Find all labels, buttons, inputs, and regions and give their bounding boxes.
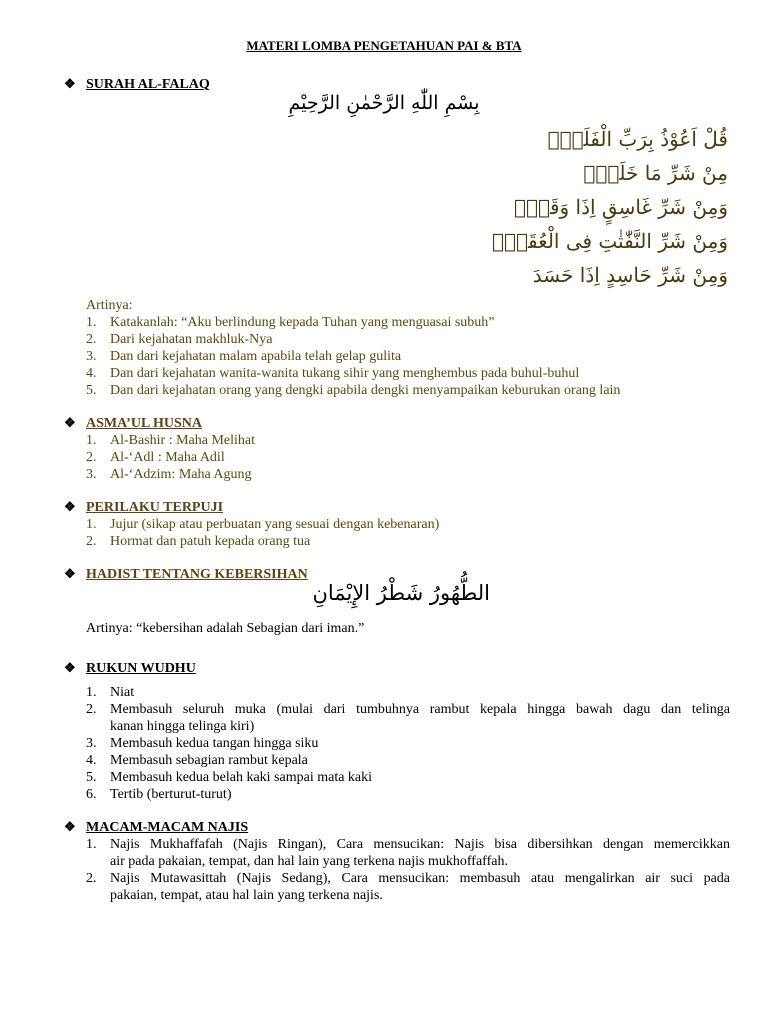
list-number: 1. <box>86 837 97 852</box>
section-heading-asmaul-husna: ❖ ASMA’UL HUSNA <box>64 415 203 431</box>
list-number: 3. <box>86 349 97 364</box>
list-item: Al-‘Adl : Maha Adil <box>110 450 225 465</box>
section-heading-hadist-kebersihan: ❖ HADIST TENTANG KEBERSIHAN <box>64 566 308 582</box>
diamond-bullet-icon: ❖ <box>64 499 76 514</box>
section-heading-rukun-wudhu: ❖ RUKUN WUDHU <box>64 660 196 676</box>
hadist-artinya: Artinya: “kebersihan adalah Sebagian dari iman.” <box>86 621 365 636</box>
list-number: 2. <box>86 871 97 886</box>
list-item: Al-‘Adzim: Maha Agung <box>110 467 252 482</box>
verse-3: وَمِنْ شَرِّ غَاسِقٍ اِذَا وَقَبَۙ <box>513 195 728 219</box>
document-title: MATERI LOMBA PENGETAHUAN PAI & BTA <box>246 38 522 53</box>
diamond-bullet-icon: ❖ <box>64 660 76 675</box>
list-number: 1. <box>86 433 97 448</box>
list-item: Membasuh kedua tangan hingga siku <box>110 736 319 751</box>
verse-4: وَمِنْ شَرِّ النَّفّٰثٰتِ فِى الْعُقَدِۙ <box>492 229 728 253</box>
diamond-bullet-icon: ❖ <box>64 819 76 834</box>
list-item: Jujur (sikap atau perbuatan yang sesuai dengan kebenaran) <box>110 517 440 532</box>
list-number: 1. <box>86 315 97 330</box>
list-item: Dan dari kejahatan malam apabila telah gelap gulita <box>110 349 402 364</box>
list-number: 2. <box>86 332 97 347</box>
list-item: Katakanlah: “Aku berlindung kepada Tuhan yang menguasai subuh” <box>110 315 495 330</box>
list-item: Dari kejahatan makhluk-Nya <box>110 332 273 347</box>
list-number: 3. <box>86 467 97 482</box>
list-item: Hormat dan patuh kepada orang tua <box>110 534 311 549</box>
diamond-bullet-icon: ❖ <box>64 76 76 91</box>
basmalah: بِسْمِ اللّٰهِ الرَّحْمٰنِ الرَّحِيْمِ <box>288 92 480 114</box>
list-item: Membasuh kedua belah kaki sampai mata kaki <box>110 770 373 785</box>
list-item-continuation: pakaian, tempat, atau hal lain yang terkena najis. <box>110 888 383 903</box>
list-number: 2. <box>86 450 97 465</box>
list-number: 5. <box>86 770 97 785</box>
list-item-continuation: kanan hingga telinga kiri) <box>110 719 255 734</box>
list-number: 2. <box>86 702 97 717</box>
list-number: 3. <box>86 736 97 751</box>
list-item-continuation: air pada pakaian, tempat, dan hal lain yang terkena najis mukhoffaffah. <box>110 854 508 869</box>
verse-1: قُلْ اَعُوْذُ بِرَبِّ الْفَلَقِۙ <box>547 127 728 151</box>
diamond-bullet-icon: ❖ <box>64 415 76 430</box>
list-item: Membasuh sebagian rambut kepala <box>110 753 308 768</box>
hadist-arabic: الطُّهُورُ شَطْرُ الإِيْمَانِ <box>312 581 490 605</box>
section-heading-macam-najis: ❖ MACAM-MACAM NAJIS <box>64 819 249 835</box>
list-item: Membasuh seluruh muka (mulai dari tumbuhnya rambut kepala hingga bawah dagu dan telinga <box>110 702 730 717</box>
verse-5: وَمِنْ شَرِّ حَاسِدٍ اِذَا حَسَدَ <box>532 263 728 287</box>
section-heading-surah-al-falaq: ❖ SURAH AL-FALAQ <box>64 76 210 92</box>
list-item: Tertib (berturut-turut) <box>110 787 232 802</box>
list-item: Niat <box>110 685 135 700</box>
list-item: Al-Bashir : Maha Melihat <box>110 433 256 448</box>
list-number: 2. <box>86 534 97 549</box>
artinya-label: Artinya: <box>86 298 133 313</box>
list-item: Najis Mutawasittah (Najis Sedang), Cara mensucikan: membasuh atau mengalirkan air suci pada <box>110 871 730 886</box>
list-number: 1. <box>86 517 97 532</box>
list-item: Najis Mukhaffafah (Najis Ringan), Cara mensucikan: Najis bisa dibersihkan dengan memercikkan <box>110 837 730 852</box>
list-item: Dan dari kejahatan wanita-wanita tukang sihir yang menghembus pada buhul-buhul <box>110 366 580 381</box>
list-number: 4. <box>86 366 97 381</box>
list-number: 1. <box>86 685 97 700</box>
list-item: Dan dari kejahatan orang yang dengki apabila dengki menyampaikan keburukan orang lain <box>110 383 621 398</box>
list-number: 5. <box>86 383 97 398</box>
diamond-bullet-icon: ❖ <box>64 566 76 581</box>
verse-2: مِنْ شَرِّ مَا خَلَقَۙ <box>583 161 728 185</box>
list-number: 4. <box>86 753 97 768</box>
section-heading-perilaku-terpuji: ❖ PERILAKU TERPUJI <box>64 499 224 515</box>
list-number: 6. <box>86 787 97 802</box>
